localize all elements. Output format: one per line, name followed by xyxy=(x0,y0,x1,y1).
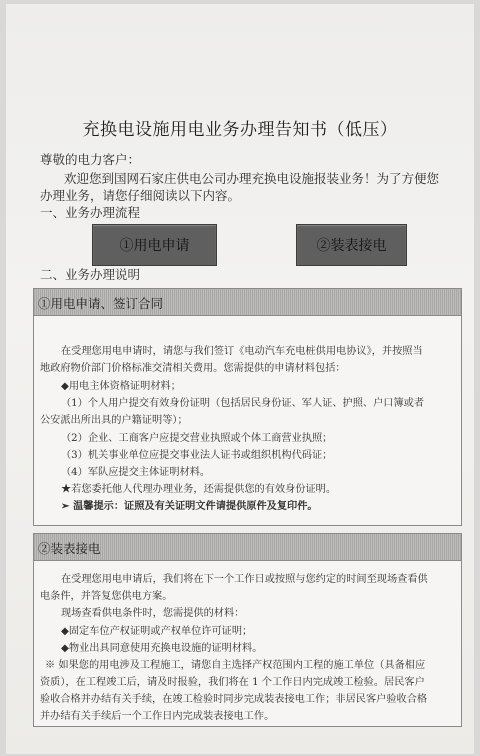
document-title: 充换电设施用电业务办理告知书（低压） xyxy=(82,120,398,140)
apply-line: ★若您委托他人代理办理业务，还需提供您的有效身份证明。 xyxy=(61,484,337,495)
apply-line: 在受理您用电申请时，请您与我们签订《电动汽车充电桩供用电协议》，并按照当 xyxy=(61,346,423,357)
install-line: 在受理您用电申请后，我们将在下一个工作日或按照与您约定的时间至现场查看供 xyxy=(61,574,428,585)
greeting: 尊敬的电力客户： xyxy=(40,152,141,167)
apply-line: （2）企业、工商客户应提交营业执照或个体工商营业执照； xyxy=(61,433,333,444)
apply-line: （1）个人用户提交有效身份证明（包括居民身份证、军人证、护照、户口簿或者 xyxy=(61,398,425,409)
install-line: 并办结有关手续后一个工作日内完成装表接电工作。 xyxy=(40,711,275,722)
apply-section-header xyxy=(34,289,461,316)
apply-tip: ➢ 温馨提示：证照及有关证明文件请提供原件及复印件。 xyxy=(61,500,318,512)
apply-section-box xyxy=(33,288,462,526)
apply-line: （4）军队应提交主体证明材料。 xyxy=(61,467,211,478)
section-heading-instructions: 二、业务办理说明 xyxy=(40,267,141,282)
install-section-header xyxy=(34,534,461,561)
install-line: 现场查看供电条件时，您需提供的材料： xyxy=(61,608,245,619)
install-line: 资质），在工程竣工后，请及时报验，我们将在 1 个工作日内完成竣工检验。居民客户 xyxy=(40,677,425,688)
install-section-box xyxy=(33,533,462,727)
install-line: ◆固定车位产权证明或产权单位许可证明； xyxy=(61,626,253,637)
section-heading-process: 一、业务办理流程 xyxy=(40,205,141,220)
apply-section-title: ①用电申请、签订合同 xyxy=(38,296,164,311)
install-line: 验收合格并办结有关手续，在竣工检验时同步完成装表接电工作；非居民客户验收合格 xyxy=(40,694,428,705)
install-line: ※ 如果您的用电涉及工程施工，请您自主选择产权范围内工程的施工单位（具备相应 xyxy=(45,660,426,671)
apply-line: 公安派出所出具的户籍证明等）； xyxy=(40,415,188,426)
flow-step-apply: ①用电申请 xyxy=(92,224,217,266)
intro-line-2: 办理业务，请您仔细阅读以下内容。 xyxy=(40,188,241,203)
install-line: 电条件，并答复您供电方案。 xyxy=(40,591,173,602)
intro-line-1: 欢迎您到国网石家庄供电公司办理充换电设施报装业务！为了方便您 xyxy=(64,171,440,186)
apply-line: （3）机关事业单位应提交事业法人证书或组织机构代码证； xyxy=(61,450,333,461)
flow-step-install: ②装表接电 xyxy=(296,224,407,266)
install-section-title: ②装表接电 xyxy=(38,541,101,556)
apply-line: 地政府物价部门价格标准交清相关费用。您需提供的申请材料包括： xyxy=(40,363,346,374)
install-line: ◆物业出具同意使用充换电设施的证明材料。 xyxy=(61,643,263,654)
apply-line: ◆用电主体资格证明材料； xyxy=(61,381,181,392)
